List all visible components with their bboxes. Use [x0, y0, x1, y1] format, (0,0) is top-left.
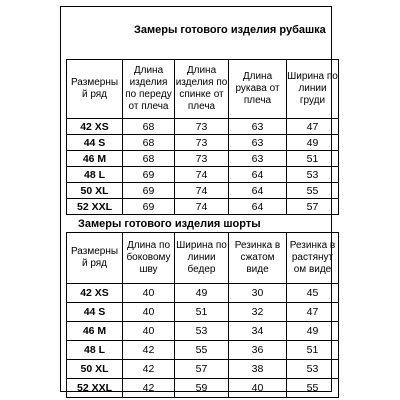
size-cell: 46 M — [67, 322, 123, 341]
value-cell: 42 — [123, 379, 175, 398]
shorts-measurements-table — [66, 232, 339, 398]
table-row — [67, 284, 339, 303]
table-row — [67, 199, 339, 215]
value-cell: 59 — [175, 379, 229, 398]
value-cell: 57 — [287, 199, 339, 215]
value-cell: 69 — [123, 167, 175, 183]
size-cell: 52 XXL — [67, 199, 123, 215]
column-header-waistband-stretched: Резинка в растянут ом виде — [287, 233, 339, 284]
value-cell: 55 — [287, 183, 339, 199]
value-cell: 40 — [123, 322, 175, 341]
size-cell: 48 L — [67, 167, 123, 183]
shirt-measurements-table — [66, 59, 339, 215]
column-header-waistband-relaxed: Резинка в сжатом виде — [229, 233, 287, 284]
size-cell: 52 XXL — [67, 379, 123, 398]
value-cell: 51 — [175, 303, 229, 322]
size-cell: 50 XL — [67, 183, 123, 199]
value-cell: 51 — [287, 341, 339, 360]
column-header-sleeve-length: Длина рукава от плеча — [229, 60, 287, 119]
column-header-size: Размерны й ряд — [67, 233, 123, 284]
table-row — [67, 167, 339, 183]
value-cell: 63 — [229, 119, 287, 135]
value-cell: 40 — [123, 303, 175, 322]
shirt-table-title: Замеры готового изделия рубашка — [134, 24, 326, 36]
value-cell: 55 — [175, 341, 229, 360]
value-cell: 74 — [175, 167, 229, 183]
table-row — [67, 135, 339, 151]
size-cell: 46 M — [67, 151, 123, 167]
value-cell: 51 — [287, 151, 339, 167]
shorts-table-title: Замеры готового изделия шорты — [78, 218, 261, 230]
table-row — [67, 360, 339, 379]
column-header-back-length: Длина изделия по спинке от плеча — [175, 60, 229, 119]
value-cell: 47 — [287, 303, 339, 322]
value-cell: 47 — [287, 119, 339, 135]
value-cell: 68 — [123, 151, 175, 167]
value-cell: 69 — [123, 183, 175, 199]
value-cell: 73 — [175, 135, 229, 151]
value-cell: 68 — [123, 119, 175, 135]
value-cell: 74 — [175, 183, 229, 199]
value-cell: 49 — [175, 284, 229, 303]
value-cell: 64 — [229, 183, 287, 199]
value-cell: 32 — [229, 303, 287, 322]
value-cell: 42 — [123, 341, 175, 360]
column-header-hip-width: Ширина по линии бедер — [175, 233, 229, 284]
value-cell: 57 — [175, 360, 229, 379]
value-cell: 42 — [123, 360, 175, 379]
value-cell: 63 — [229, 151, 287, 167]
value-cell: 45 — [287, 284, 339, 303]
value-cell: 34 — [229, 322, 287, 341]
value-cell: 64 — [229, 167, 287, 183]
value-cell: 53 — [287, 360, 339, 379]
table-row — [67, 379, 339, 398]
value-cell: 73 — [175, 151, 229, 167]
size-cell: 42 XS — [67, 284, 123, 303]
value-cell: 36 — [229, 341, 287, 360]
value-cell: 68 — [123, 135, 175, 151]
value-cell: 53 — [287, 167, 339, 183]
column-header-chest-width: Ширина по линии груди — [287, 60, 339, 119]
value-cell: 40 — [229, 379, 287, 398]
value-cell: 49 — [287, 135, 339, 151]
table-row — [67, 322, 339, 341]
value-cell: 63 — [229, 135, 287, 151]
column-header-side-seam-length: Длина по боковому шву — [123, 233, 175, 284]
table-header-row — [67, 60, 339, 119]
size-cell: 44 S — [67, 135, 123, 151]
value-cell: 40 — [123, 284, 175, 303]
size-cell: 42 XS — [67, 119, 123, 135]
value-cell: 73 — [175, 119, 229, 135]
column-header-front-length: Длина изделия по переду от плеча — [123, 60, 175, 119]
table-row — [67, 183, 339, 199]
value-cell: 64 — [229, 199, 287, 215]
table-header-row — [67, 233, 339, 284]
value-cell: 74 — [175, 199, 229, 215]
column-header-size: Размерны й ряд — [67, 60, 123, 119]
value-cell: 55 — [287, 379, 339, 398]
table-row — [67, 119, 339, 135]
table-row — [67, 151, 339, 167]
table-row — [67, 341, 339, 360]
value-cell: 38 — [229, 360, 287, 379]
value-cell: 69 — [123, 199, 175, 215]
size-cell: 50 XL — [67, 360, 123, 379]
size-cell: 48 L — [67, 341, 123, 360]
table-row — [67, 303, 339, 322]
size-cell: 44 S — [67, 303, 123, 322]
value-cell: 49 — [287, 322, 339, 341]
value-cell: 30 — [229, 284, 287, 303]
value-cell: 53 — [175, 322, 229, 341]
